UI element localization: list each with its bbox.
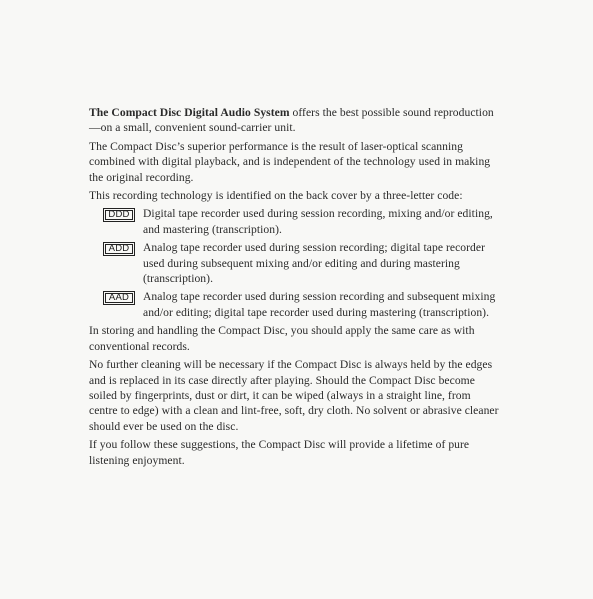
code-row-add [89, 240, 499, 286]
code-badge-aad: AAD [103, 291, 135, 305]
intro-text: offers the best possible sound reproduction—on a small, convenient sound-carrier unit. [89, 106, 494, 135]
cleaning-paragraph: No further cleaning will be necessary if the Compact Disc is always held by the edges and is replaced in its case directly after playing. Should the Compact Disc become soiled by fingerprints, dust or dirt, it can be wiped (always in a straight line, from centre to edge) with a clean and lint-free, soft, dry cloth. No solvent or abrasive cleaner should ever be used on the disc. [89, 358, 499, 433]
code-row-ddd [89, 206, 499, 237]
closing-paragraph: If you follow these suggestions, the Compact Disc will provide a lifetime of pure listening enjoyment. [89, 438, 470, 467]
intro-paragraph [89, 105, 499, 136]
instructions-text [89, 105, 499, 471]
code-badge-add: ADD [103, 242, 135, 256]
performance-paragraph: The Compact Disc’s superior performance is the result of laser-optical scanning combined with digital playback, and is independent of the technology used in making the original recording. [89, 139, 491, 184]
intro-title: The Compact Disc Digital Audio System [89, 106, 290, 119]
storage-paragraph: In storing and handling the Compact Disc, you should apply the same care as with conventional records. [89, 324, 475, 353]
code-row-aad [89, 289, 499, 320]
code-description-ddd: Digital tape recorder used during session recording, mixing and/or editing, and mastering (transcription). [143, 207, 493, 236]
code-description-add: Analog tape recorder used during session recording; digital tape recorder used during subsequent mixing and/or editing and during mastering (transcription). [143, 241, 485, 286]
code-intro-paragraph: This recording technology is identified on the back cover by a three-letter code: [89, 189, 463, 203]
code-badge-ddd: DDD [103, 208, 135, 222]
code-description-aad: Analog tape recorder used during session recording and subsequent mixing and/or editing; digital tape recorder used during mastering (transcription). [143, 290, 496, 319]
